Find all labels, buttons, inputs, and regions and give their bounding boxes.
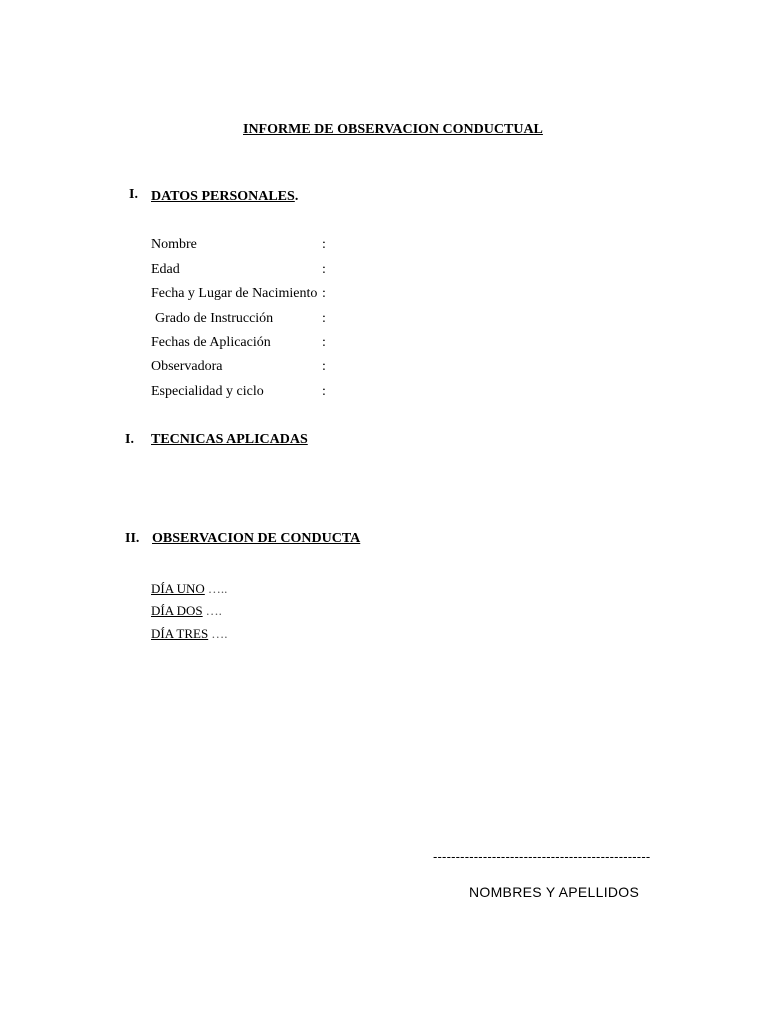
- section-datos-title: DATOS PERSONALES: [151, 189, 295, 204]
- section-observacion-number: II.: [125, 531, 140, 546]
- field-label-especialidad-ciclo: Especialidad y ciclo: [151, 384, 264, 399]
- signature-line: ------------------------------------------------: [433, 849, 651, 864]
- field-label-observadora: Observadora: [151, 359, 223, 374]
- section-datos-number: I.: [129, 187, 138, 202]
- day-dots-dos: ….: [205, 603, 222, 618]
- day-label-tres: DÍA TRES: [151, 626, 209, 641]
- field-separator-fechas-aplicacion: :: [322, 335, 326, 350]
- field-separator-grado-instruccion: :: [322, 311, 326, 326]
- section-observacion-title: OBSERVACION DE CONDUCTA: [152, 531, 361, 546]
- section-tecnicas-number: I.: [125, 432, 134, 447]
- field-separator-fecha-lugar-nacimiento: :: [322, 286, 326, 301]
- day-label-uno: DÍA UNO: [151, 581, 205, 596]
- field-label-edad: Edad: [151, 262, 180, 277]
- section-tecnicas-title: TECNICAS APLICADAS: [151, 432, 308, 447]
- field-label-grado-instruccion: Grado de Instrucción: [155, 311, 274, 326]
- day-entry-tres: [151, 625, 227, 643]
- day-dots-uno: …..: [207, 581, 228, 596]
- field-separator-especialidad-ciclo: :: [322, 384, 326, 399]
- field-separator-edad: :: [322, 262, 326, 277]
- document-title: INFORME DE OBSERVACION CONDUCTUAL: [243, 122, 543, 137]
- field-label-fechas-aplicacion: Fechas de Aplicación: [151, 335, 271, 350]
- section-datos-title-suffix: .: [294, 189, 299, 204]
- day-entry-uno: [151, 580, 227, 598]
- field-separator-observadora: :: [322, 359, 326, 374]
- field-separator-nombre: :: [322, 237, 326, 252]
- day-label-dos: DÍA DOS: [151, 603, 203, 618]
- day-entry-dos: [151, 602, 222, 620]
- signature-label: NOMBRES Y APELLIDOS: [469, 884, 640, 900]
- day-dots-tres: ….: [211, 626, 228, 641]
- field-label-nombre: Nombre: [151, 237, 197, 252]
- field-label-fecha-lugar-nacimiento: Fecha y Lugar de Nacimiento: [151, 286, 318, 301]
- section-datos-heading: [151, 187, 298, 205]
